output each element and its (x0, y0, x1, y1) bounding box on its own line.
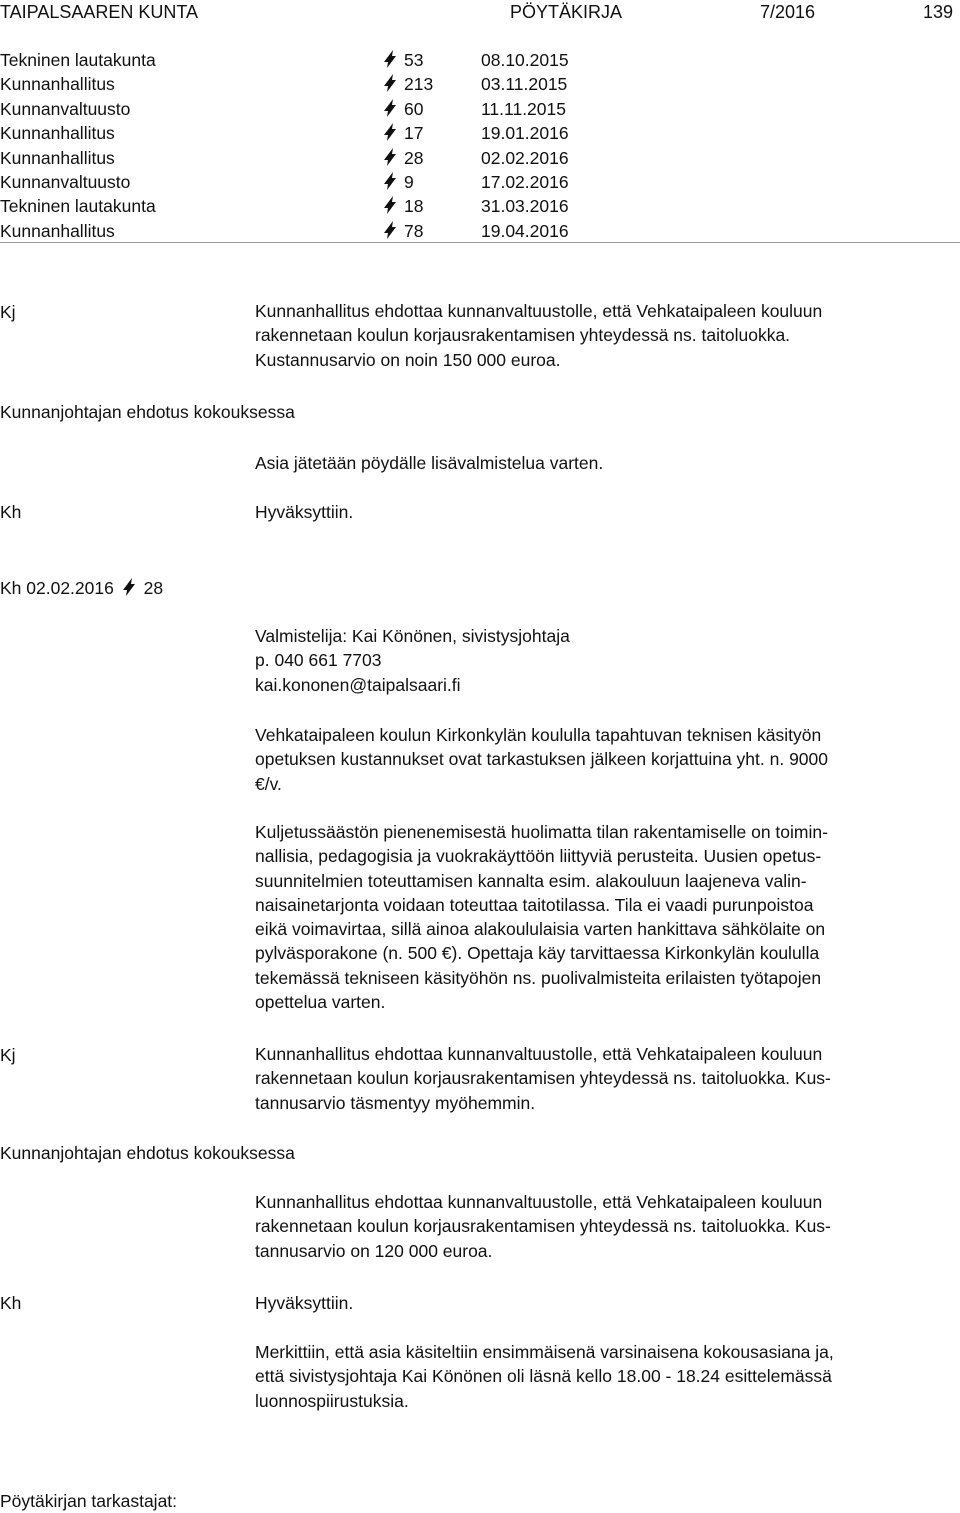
section-sign-icon (380, 121, 400, 145)
kj-proposal-1 (255, 299, 955, 372)
history-date: 19.04.2016 (481, 220, 569, 241)
attendance-note (255, 1340, 955, 1413)
section-sign-icon (380, 170, 400, 194)
text-line: Kuljetussäästön pienenemisestä huolimatta tilan rakentamiselle on toimin- (255, 822, 828, 842)
section-sign-icon (380, 146, 400, 170)
history-body: Tekninen lautakunta (0, 196, 156, 217)
kj-proposal-2 (255, 1042, 955, 1115)
background-paragraph-2 (255, 820, 955, 1014)
history-row (0, 219, 700, 243)
history-date: 02.02.2016 (481, 147, 569, 168)
history-body: Kunnanhallitus (0, 74, 115, 95)
history-section: 18 (404, 196, 424, 217)
kh-decision-1: Hyväksyttiin. (255, 502, 354, 522)
text-line: Kunnanhallitus ehdottaa kunnanvaltuustolle, että Vehkataipaleen kouluun (255, 301, 823, 321)
history-body: Kunnanhallitus (0, 123, 115, 144)
preparer-name: Valmistelija: Kai Könönen, sivistysjohtaja (255, 626, 570, 646)
history-date: 17.02.2016 (481, 172, 569, 192)
section-sign-icon (380, 48, 400, 72)
history-section: 28 (404, 147, 424, 168)
history-body: Kunnanvaltuusto (0, 172, 131, 192)
text-line: rakennetaan koulun korjausrakentamisen yhteydessä ns. taitoluokka. (255, 325, 791, 346)
text-line: naisainetarjonta voidaan toteuttaa taitotilassa. Tila ei vaadi purunpoistoa (255, 894, 814, 915)
text-line: tannusarvio on 120 000 euroa. (255, 1240, 493, 1261)
divider (0, 242, 960, 243)
history-body: Kunnanhallitus (0, 147, 115, 168)
history-row (0, 48, 700, 72)
history-section: 213 (404, 74, 434, 95)
section-sign-icon (380, 219, 400, 243)
section-sign-icon (119, 576, 139, 598)
history-body: Tekninen lautakunta (0, 50, 156, 70)
kh-label: Kh (0, 502, 22, 522)
history-row (0, 121, 700, 145)
municipality-name: TAIPALSAAREN KUNTA (0, 2, 199, 22)
preparer-email: kai.kononen@taipalsaari.fi (255, 674, 461, 695)
text-line: rakennetaan koulun korjausrakentamisen yhteydessä ns. taitoluokka. Kus- (255, 1216, 831, 1237)
text-line: nallisia, pedagogisia ja vuokrakäyttöön liittyviä perusteita. Uusien opetus- (255, 846, 822, 867)
kj-label: Kj (0, 302, 16, 322)
preparer-info (255, 624, 955, 697)
text-line: eikä voimavirtaa, sillä ainoa alakoululaisia varten hankittava sähkölaite on (255, 919, 826, 940)
text-line: rakennetaan koulun korjausrakentamisen yhteydessä ns. taitoluokka. Kus- (255, 1068, 831, 1089)
meeting-heading-1: Kunnanjohtajan ehdotus kokouksessa (0, 402, 295, 422)
text-line: Kunnanhallitus ehdottaa kunnanvaltuustolle, että Vehkataipaleen kouluun (255, 1192, 823, 1212)
history-body: Kunnanhallitus (0, 220, 115, 241)
history-section: 78 (404, 220, 424, 241)
text-line: Vehkataipaleen koulun Kirkonkylän koululla tapahtuvan teknisen käsityön (255, 725, 822, 745)
text-line: Kustannusarvio on noin 150 000 euroa. (255, 349, 561, 370)
meeting-reference (0, 576, 163, 600)
page-number: 139 (923, 2, 954, 22)
text-line: Merkittiin, että asia käsiteltiin ensimmäisenä varsinaisena kokousasiana ja, (255, 1342, 834, 1362)
text-line: opettelua varten. (255, 992, 386, 1013)
text-line: että sivistysjohtaja Kai Könönen oli läsnä kello 18.00 - 18.24 esittelemässä (255, 1366, 832, 1387)
history-row (0, 72, 700, 96)
history-date: 19.01.2016 (481, 123, 569, 144)
text-line: pylväsporakone (n. 500 €). Opettaja käy tarvittaessa Kirkonkylän koululla (255, 943, 820, 964)
kh-decision-2: Hyväksyttiin. (255, 1293, 354, 1313)
minutes-checkers-label: Pöytäkirjan tarkastajat: (0, 1491, 178, 1511)
section-sign-icon (380, 97, 400, 121)
text-line: €/v. (255, 773, 282, 794)
document-type: PÖYTÄKIRJA (510, 2, 623, 22)
kj-label: Kj (0, 1045, 16, 1065)
meeting-reference-section: 28 (143, 578, 164, 598)
history-row (0, 146, 700, 170)
kh-label: Kh (0, 1293, 22, 1313)
meeting-proposal-1: Asia jätetään pöydälle lisävalmistelua varten. (255, 453, 604, 473)
history-date: 08.10.2015 (481, 50, 569, 70)
history-row (0, 194, 700, 218)
preparer-phone: p. 040 661 7703 (255, 650, 382, 671)
history-row (0, 97, 700, 121)
meeting-heading-2: Kunnanjohtajan ehdotus kokouksessa (0, 1143, 295, 1163)
history-section: 17 (404, 123, 424, 144)
section-sign-icon (380, 194, 400, 218)
history-date: 31.03.2016 (481, 196, 569, 217)
history-section: 53 (404, 50, 424, 70)
history-date: 03.11.2015 (481, 74, 568, 95)
meeting-proposal-2 (255, 1190, 955, 1263)
text-line: tekemässä tekniseen käsityöhön ns. puolivalmisteita erilaisten työtapojen (255, 967, 822, 988)
minutes-number: 7/2016 (760, 2, 816, 22)
history-section: 60 (404, 98, 424, 119)
history-body: Kunnanvaltuusto (0, 98, 131, 119)
background-paragraph-1 (255, 723, 955, 796)
history-section: 9 (404, 172, 414, 192)
section-sign-icon (380, 72, 400, 96)
text-line: opetuksen kustannukset ovat tarkastuksen jälkeen korjattuina yht. n. 9000 (255, 749, 828, 770)
history-date: 11.11.2015 (481, 98, 566, 119)
text-line: tannusarvio täsmentyy myöhemmin. (255, 1092, 536, 1113)
meeting-reference-date: Kh 02.02.2016 (0, 578, 114, 598)
history-row (0, 170, 700, 194)
text-line: Kunnanhallitus ehdottaa kunnanvaltuustolle, että Vehkataipaleen kouluun (255, 1044, 823, 1064)
text-line: luonnospiirustuksia. (255, 1390, 409, 1411)
text-line: suunnitelmien toteuttamisen kannalta esim. alakouluun laajeneva valin- (255, 870, 807, 891)
